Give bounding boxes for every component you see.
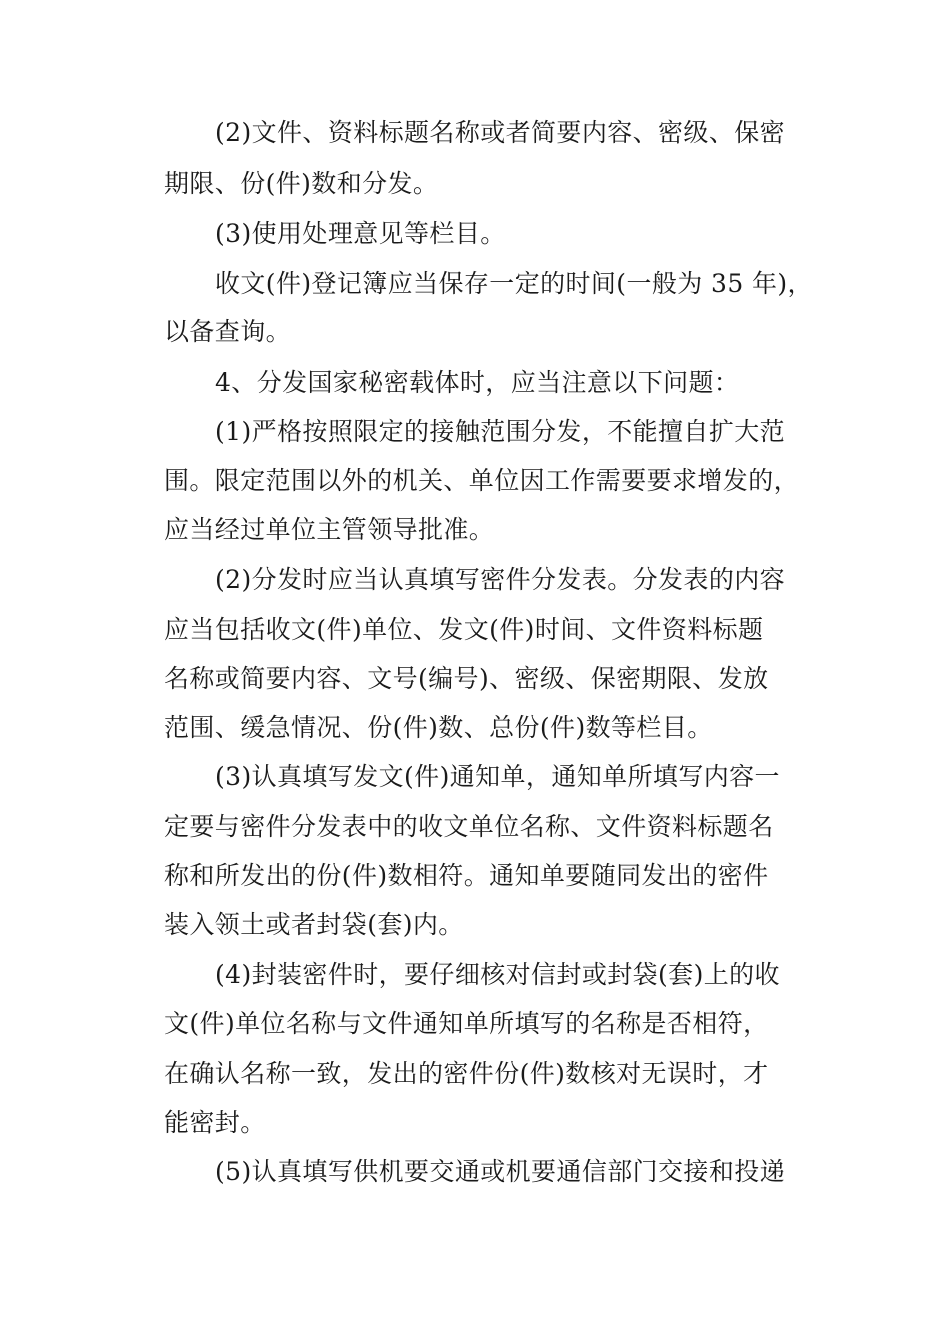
text-line: 以备查询。 [164,317,292,346]
text-line: (2)文件、资料标题名称或者简要内容、密级、保密 [215,118,786,147]
text-line: (5)认真填写供机要交通或机要通信部门交接和投递 [215,1157,786,1186]
text-line: 应当经过单位主管领导批准。 [164,515,495,544]
text-line: 在确认名称一致，发出的密件份(件)数核对无误时，才 [164,1059,769,1088]
text-line: (2)分发时应当认真填写密件分发表。分发表的内容 [215,565,786,594]
text-line: (4)封装密件时，要仔细核对信封或封袋(套)上的收 [215,960,780,989]
text-line: 范围、缓急情况、份(件)数、总份(件)数等栏目。 [164,713,713,742]
text-line: 4、分发国家秘密载体时，应当注意以下问题： [215,368,740,397]
text-line: (3)认真填写发文(件)通知单，通知单所填写内容一 [215,762,780,791]
text-line: 期限、份(件)数和分发。 [164,169,439,198]
text-line: (1)严格按照限定的接触范围分发，不能擅自扩大范 [215,417,786,446]
text-line: (3)使用处理意见等栏目。 [215,219,506,248]
text-line: 名称或简要内容、文号(编号)、密级、保密期限、发放 [164,664,769,693]
text-line: 收文(件)登记簿应当保存一定的时间(一般为 35 年)， [215,269,813,298]
text-line: 应当包括收文(件)单位、发文(件)时间、文件资料标题 [164,615,764,644]
text-line: 围。限定范围以外的机关、单位因工作需要要求增发的， [164,466,800,495]
text-line: 称和所发出的份(件)数相符。通知单要随同发出的密件 [164,861,769,890]
text-line: 装入领土或者封袋(套)内。 [164,910,464,939]
text-line: 定要与密件分发表中的收文单位名称、文件资料标题名 [164,812,774,841]
text-line: 能密封。 [164,1108,266,1137]
text-line: 文(件)单位名称与文件通知单所填写的名称是否相符， [164,1009,769,1038]
